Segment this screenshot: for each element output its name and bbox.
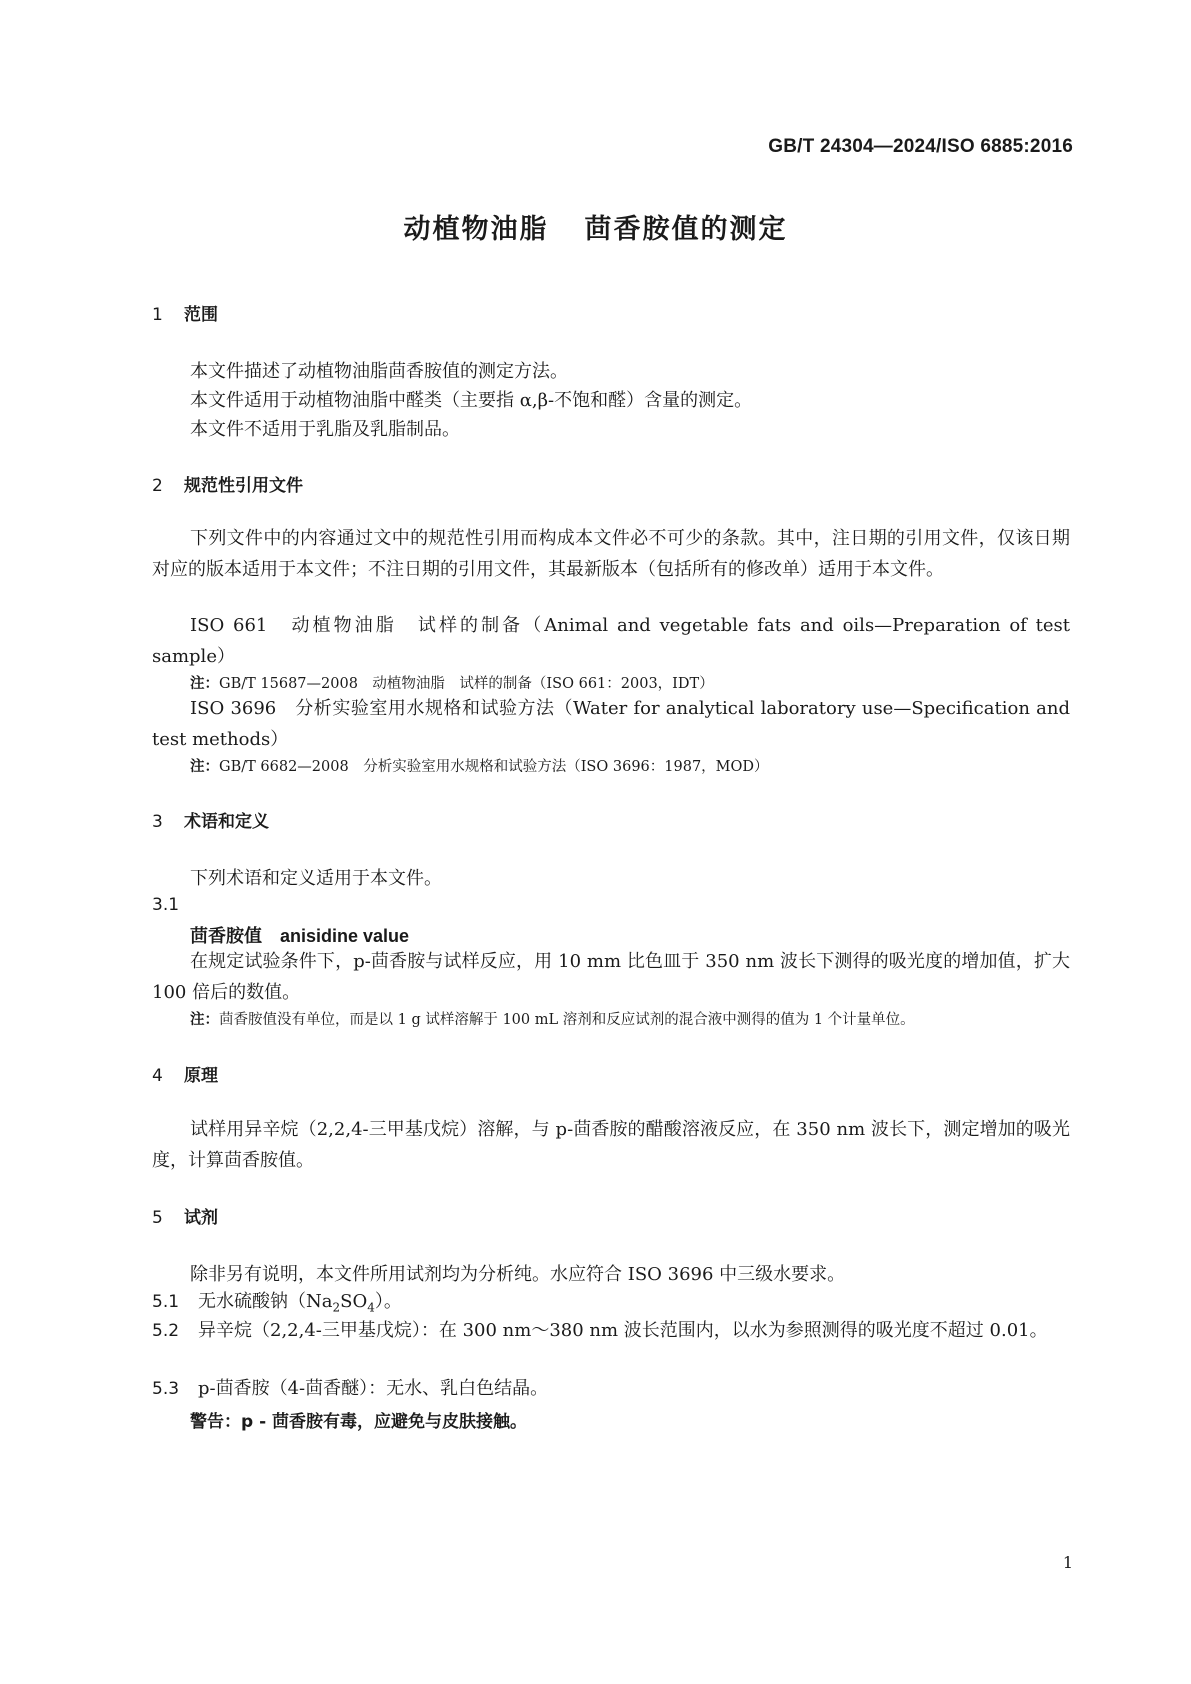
reference-note-1: 注：GB/T 15687—2008 动植物油脂 试样的制备（ISO 661：2003，IDT） (190, 676, 714, 692)
term-note: 注：茴香胺值没有单位，而是以 1 g 试样溶解于 100 mL 溶剂和反应试剂的混合液中测得的值为 1 个计量单位。 (190, 1012, 915, 1028)
warning-text: 警告：p - 茴香胺有毒，应避免与皮肤接触。 (190, 1412, 528, 1432)
principle-text: 试样用异辛烷（2,2,4-三甲基戊烷）溶解，与 p-茴香胺的醋酸溶液反应，在 350 nm 波长下，测定增加的吸光度，计算茴香胺值。 (152, 1119, 1070, 1171)
section-1-heading: 1 范围 (152, 305, 218, 325)
reference-iso-661: ISO 661 动植物油脂 试样的制备（Animal and vegetable fats and oils—Preparation of test sample） (152, 615, 1070, 667)
title-part-2: 茴香胺值的测定 (584, 214, 788, 245)
reagent-5-1: 5.1 无水硫酸钠$(Na_2SO_4)$。 (152, 1291, 402, 1315)
reagents-intro: 除非另有说明，本文件所用试剂均为分析纯。水应符合 ISO 3696 中三级水要求。 (190, 1264, 846, 1285)
section-5-heading: 5 试剂 (152, 1208, 218, 1228)
scope-paragraph-3: 本文件不适用于乳脂及乳脂制品。 (190, 419, 460, 440)
terms-intro: 下列术语和定义适用于本文件。 (190, 868, 442, 889)
term-anisidine-value: 茴香胺值 anisidine value (190, 926, 410, 947)
reference-iso-3696: ISO 3696 分析实验室用水规格和试验方法（Water for analytical laboratory use—Specification and test methods） (152, 698, 1070, 750)
section-3-heading: 3 术语和定义 (152, 812, 269, 832)
references-intro: 下列文件中的内容通过文中的规范性引用而构成本文件必不可少的条款。其中，注日期的引用文件，仅该日期对应的版本适用于本文件；不注日期的引用文件，其最新版本（包括所有的修改单）适用于本文件。 (152, 528, 1070, 580)
section-4-heading: 4 原理 (152, 1066, 218, 1086)
title-part-1: 动植物油脂 (403, 214, 549, 245)
scope-paragraph-2: 本文件适用于动植物油脂中醛类（主要指 α,β-不饱和醛）含量的测定。 (190, 390, 753, 411)
reagent-5-2: 5.2 异辛烷（2,2,4-三甲基戊烷）：在 300 nm～380 nm 波长范围内，以水为参照测得的吸光度不超过 0.01。 (152, 1320, 1048, 1341)
scope-paragraph-1: 本文件描述了动植物油脂茴香胺值的测定方法。 (190, 361, 568, 382)
page-number: 1 (1062, 1553, 1073, 1572)
section-2-heading: 2 规范性引用文件 (152, 476, 303, 496)
reference-note-2: 注：GB/T 6682—2008 分析实验室用水规格和试验方法（ISO 3696：1987，MOD） (190, 759, 769, 775)
page-title (0, 207, 1191, 246)
reagent-5-3: 5.3 p-茴香胺（4-茴香醚）：无水、乳白色结晶。 (152, 1378, 549, 1399)
subclause-3-1: 3.1 (152, 895, 180, 915)
document-number: GB/T 24304—2024/ISO 6885:2016 (768, 136, 1073, 157)
term-definition: 在规定试验条件下，p-茴香胺与试样反应，用 10 mm 比色皿于 350 nm 波长下测得的吸光度的增加值，扩大 100 倍后的数值。 (152, 951, 1070, 1003)
